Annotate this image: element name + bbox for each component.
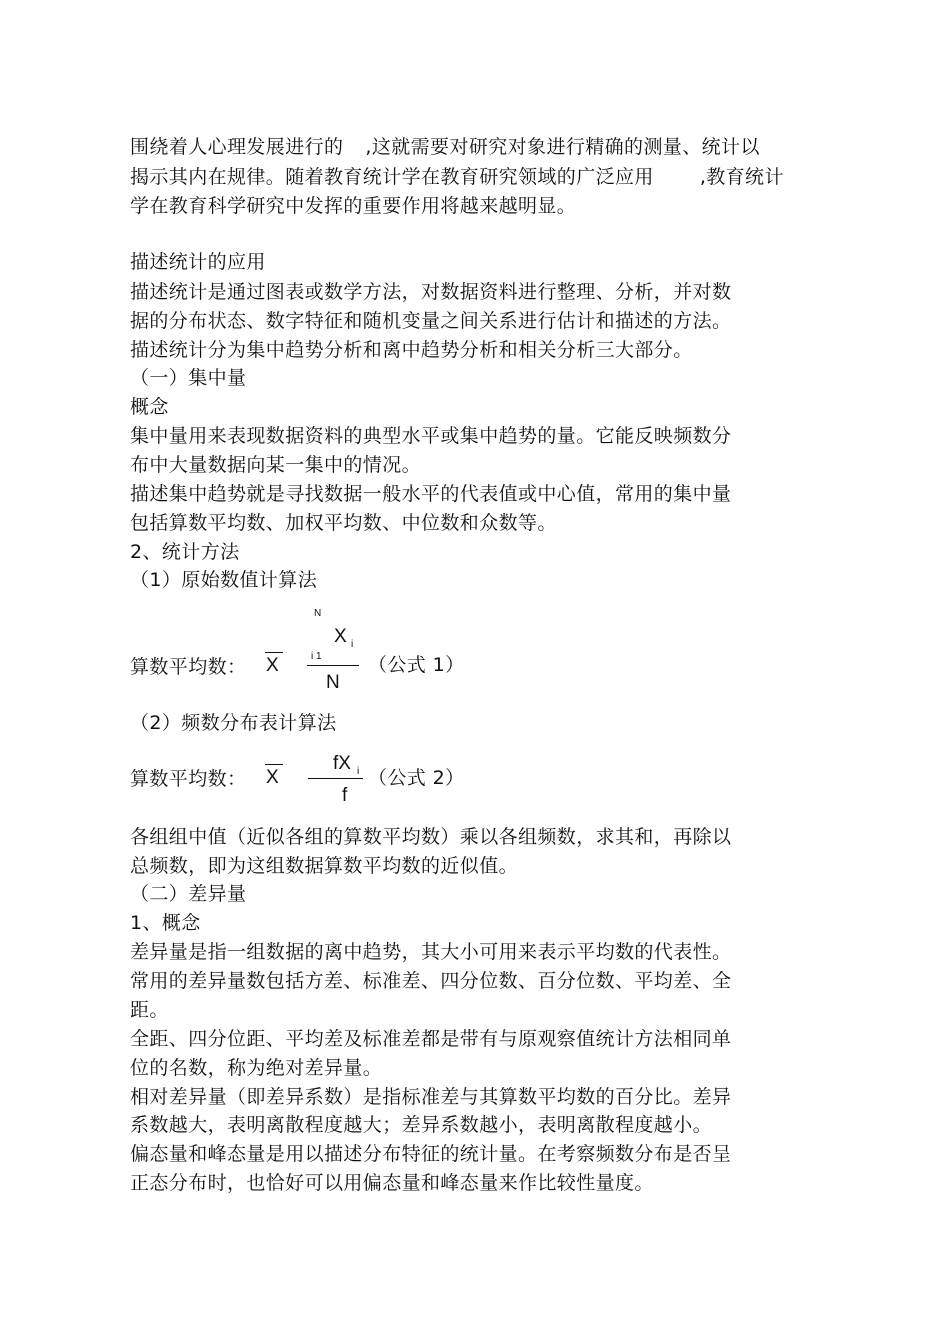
para1-line2-a: 揭示其内在规律。随着教育统计学在教育研究领域的广泛应用: [130, 166, 654, 188]
method-heading: 2、统计方法: [130, 541, 240, 563]
para1-line3: 学在教育科学研究中发挥的重要作用将越来越明显。: [130, 195, 577, 217]
para1-line1-b: ,这就需要对研究对象进行精确的测量、统计以: [365, 136, 760, 158]
central-line3: 描述集中趋势就是寻找数据一般水平的代表值或中心值，常用的集中量: [130, 483, 732, 505]
formula2-xbar: X: [266, 767, 279, 788]
formula1-label: 算数平均数：: [130, 656, 247, 678]
formula2-fraction-bar: [308, 778, 363, 779]
dispersion-line4: 全距、四分位距、平均差及标准差都是带有与原观察值统计方法相同单: [130, 1028, 732, 1050]
para1-line1: [130, 135, 760, 159]
dispersion-line5: 位的名数，称为绝对差异量。: [130, 1057, 383, 1079]
dispersion-line9: 正态分布时，也恰好可以用偏态量和峰态量来作比较性量度。: [130, 1172, 654, 1194]
formula2-tag: （公式 2）: [368, 767, 465, 789]
formula1-numerator-sub: i: [351, 639, 354, 650]
dispersion-line2: 常用的差异量数包括方差、标准差、四分位数、百分位数、平均差、全: [130, 970, 732, 992]
para1-line2: [130, 165, 784, 189]
formula1-sum-upper: N: [314, 608, 322, 619]
method-raw: （1）原始数值计算法: [130, 569, 318, 591]
central-line1: 集中量用来表现数据资料的典型水平或集中趋势的量。它能反映频数分: [130, 425, 732, 447]
formula1-xbar: X: [266, 655, 279, 676]
para1-line2-b: ,教育统计: [699, 166, 784, 188]
formula2-denominator: f: [342, 785, 348, 806]
formula1-xbar-line: [265, 652, 283, 653]
s1-line3: 描述统计分为集中趋势分析和离中趋势分析和相关分析三大部分。: [130, 339, 693, 361]
formula1-numerator: X: [334, 626, 347, 647]
after-formula-line1: 各组组中值（近似各组的算数平均数）乘以各组频数，求其和，再除以: [130, 826, 732, 848]
formula2-label: 算数平均数：: [130, 768, 247, 790]
dispersion-line7: 系数越大，表明离散程度越大；差异系数越小，表明离散程度越小。: [130, 1114, 713, 1136]
dispersion-line6: 相对差异量（即差异系数）是指标准差与其算数平均数的百分比。差异: [130, 1086, 732, 1108]
central-heading: （一）集中量: [130, 367, 247, 389]
formula2-xbar-line: [265, 764, 283, 765]
s1-line1: 描述统计是通过图表或数学方法，对数据资料进行整理、分析，并对数: [130, 281, 732, 303]
dispersion-line3: 距。: [130, 999, 169, 1021]
dispersion-line1: 差异量是指一组数据的离中趋势，其大小可用来表示平均数的代表性。: [130, 941, 732, 963]
formula1-denominator: N: [326, 672, 340, 693]
s1-line2: 据的分布状态、数字特征和随机变量之间关系进行估计和描述的方法。: [130, 310, 732, 332]
formula1-sum-lower: i 1: [311, 651, 322, 662]
section-title: 描述统计的应用: [130, 251, 266, 273]
dispersion-heading: （二）差异量: [130, 883, 247, 905]
formula1-fraction-bar: [307, 665, 359, 666]
dispersion-line8: 偏态量和峰态量是用以描述分布特征的统计量。在考察频数分布是否呈: [130, 1143, 732, 1165]
para1-line1-a: 围绕着人心理发展进行的: [130, 136, 344, 158]
formula2-numerator-sub: i: [357, 766, 360, 777]
dispersion-concept: 1、概念: [130, 912, 201, 934]
formula2-numerator: fX: [333, 753, 351, 774]
central-concept: 概念: [130, 396, 169, 418]
method-frequency: （2）频数分布表计算法: [130, 712, 337, 734]
central-line4: 包括算数平均数、加权平均数、中位数和众数等。: [130, 512, 557, 534]
after-formula-line2: 总频数，即为这组数据算数平均数的近似值。: [130, 855, 519, 877]
formula1-tag: （公式 1）: [368, 654, 465, 676]
central-line2: 布中大量数据向某一集中的情况。: [130, 454, 422, 476]
